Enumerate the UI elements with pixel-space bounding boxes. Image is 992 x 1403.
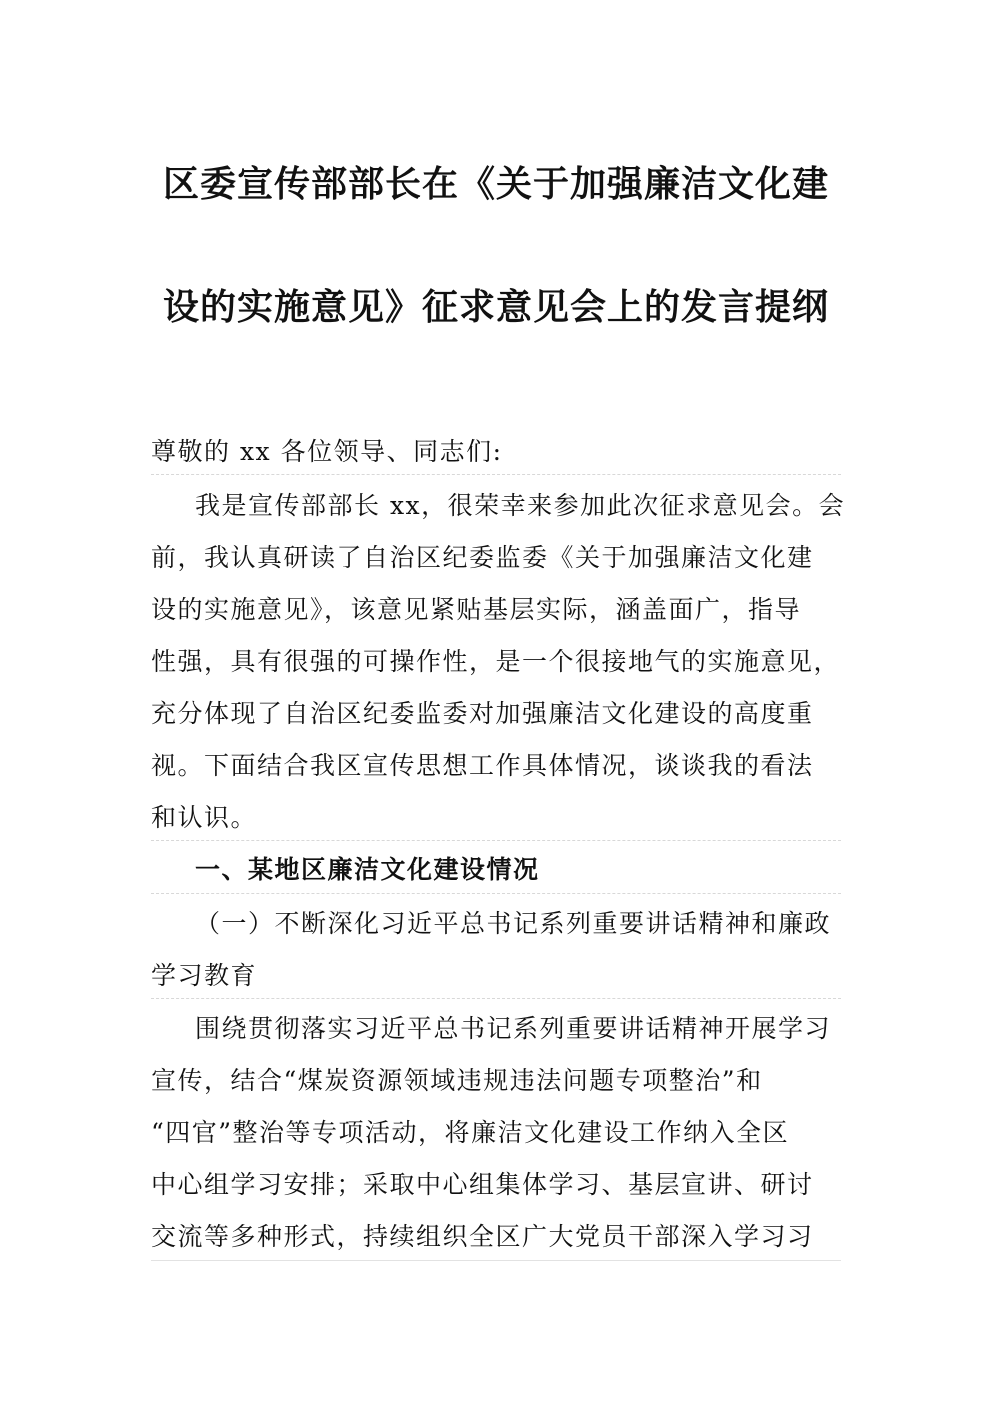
section-heading xyxy=(151,844,841,896)
salutation xyxy=(151,426,841,478)
subsection-heading xyxy=(151,898,841,1002)
body-paragraph xyxy=(151,1003,841,1263)
intro-paragraph xyxy=(151,480,846,844)
paragraph-line: 充分体现了自治区纪委监委对加强廉洁文化建设的高度重 xyxy=(151,699,814,728)
paragraph-line: “四官”整治等专项活动，将廉洁文化建设工作纳入全区 xyxy=(151,1118,790,1147)
page-bottom-rule xyxy=(151,1260,841,1261)
paragraph-line: 交流等多种形式，持续组织全区广大党员干部深入学习习 xyxy=(151,1222,814,1251)
paragraph-line: 视。下面结合我区宣传思想工作具体情况，谈谈我的看法 xyxy=(151,751,814,780)
paragraph-line: 设的实施意见》，该意见紧贴基层实际，涵盖面广，指导 xyxy=(151,595,802,624)
paragraph-line: 和认识。 xyxy=(151,803,258,832)
paragraph-line: 前，我认真研读了自治区纪委监委《关于加强廉洁文化建 xyxy=(151,543,814,572)
paragraph-line: 我是宣传部部长 xx，很荣幸来参加此次征求意见会。会 xyxy=(195,491,846,520)
document-title-line-1: 区委宣传部部长在《关于加强廉洁文化建 xyxy=(162,163,829,205)
salutation-text: 尊敬的 xx 各位领导、同志们: xyxy=(151,437,503,466)
paragraph-line: 宣传，结合“煤炭资源领域违规违法问题专项整治”和 xyxy=(151,1066,763,1095)
section-heading-text: 一、某地区廉洁文化建设情况 xyxy=(195,855,540,884)
document-title-line-2: 设的实施意见》征求意见会上的发言提纲 xyxy=(162,286,829,328)
paragraph-line: 中心组学习安排；采取中心组集体学习、基层宣讲、研讨 xyxy=(151,1170,814,1199)
paragraph-divider xyxy=(151,474,841,475)
paragraph-line: 性强，具有很强的可操作性，是一个很接地气的实施意见， xyxy=(151,647,841,676)
paragraph-divider xyxy=(151,840,841,841)
paragraph-divider xyxy=(151,893,841,894)
paragraph-divider xyxy=(151,998,841,999)
paragraph-line: （一）不断深化习近平总书记系列重要讲话精神和廉政 xyxy=(195,909,832,938)
paragraph-line: 围绕贯彻落实习近平总书记系列重要讲话精神开展学习 xyxy=(195,1014,832,1043)
paragraph-line: 学习教育 xyxy=(151,961,258,990)
